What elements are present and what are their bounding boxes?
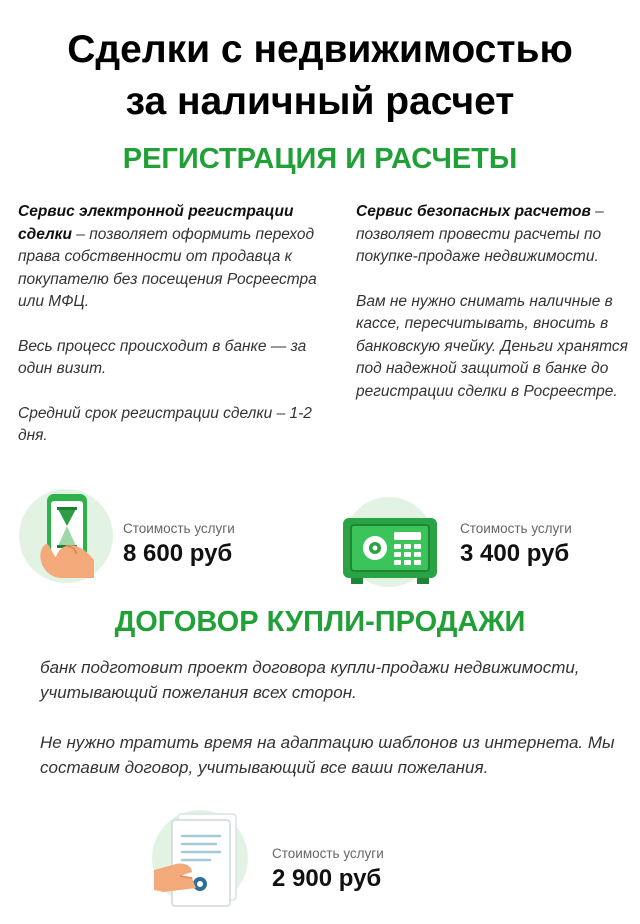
page-title-line1: Сделки с недвижимостью: [67, 28, 573, 71]
contract-price-value: 2 900 руб: [272, 865, 382, 892]
left-column-text: [18, 201, 318, 448]
registration-service-description: Сервис электронной регистрации сделки – позволяет оформить переход права собственности от продавца к покупателю без посещения Росреестра или МФЦ.: [18, 203, 317, 310]
right-column-text: [356, 201, 636, 403]
registration-process-note: Весь процесс происходит в банке — за один визит.: [18, 337, 307, 377]
registration-term-note: Средний срок регистрации сделки – 1-2 дня.: [18, 404, 312, 444]
safe-payment-description: Сервис безопасных расчетов – позволяет провести расчеты по покупке-продаже недвижимости.: [356, 203, 604, 265]
safe-payment-price-block: [460, 520, 572, 570]
registration-price-block: [123, 520, 235, 570]
section-heading-registration: РЕГИСТРАЦИЯ И РАСЧЕТЫ: [122, 143, 518, 175]
phone-hourglass-icon: [16, 488, 116, 584]
contract-description: банк подготовит проект договора купли-продажи недвижимости, учитывающий пожелания всех сторон.: [40, 658, 580, 702]
contract-benefit: Не нужно тратить время на адаптацию шаблонов из интернета. Мы составим договор, учитывающий все ваши пожелания.: [40, 733, 615, 777]
safe-payment-service-name: Сервис безопасных расчетов: [356, 203, 591, 220]
contract-text: [40, 655, 620, 780]
contract-document-icon: [150, 806, 252, 910]
safe-payment-details: Вам не нужно снимать наличные в кассе, пересчитывать, вносить в банковскую ячейку. Деньги хранятся под надежной защитой в банке до регистрации сделки в Росреестре.: [356, 292, 628, 400]
safe-payment-price-value: 3 400 руб: [460, 540, 570, 567]
registration-price-value: 8 600 руб: [123, 540, 233, 567]
contract-price-label: Стоимость услуги: [272, 846, 384, 861]
safe-icon: [337, 496, 439, 590]
safe-payment-price-label: Стоимость услуги: [460, 521, 572, 536]
registration-service-name: Сервис электронной регистрации сделки: [18, 203, 294, 243]
page-title-line2: за наличный расчет: [125, 80, 515, 123]
registration-price-label: Стоимость услуги: [123, 521, 235, 536]
contract-price-block: [272, 845, 384, 895]
section-heading-contract: ДОГОВОР КУПЛИ-ПРОДАЖИ: [114, 606, 526, 638]
page-title: [0, 24, 640, 128]
